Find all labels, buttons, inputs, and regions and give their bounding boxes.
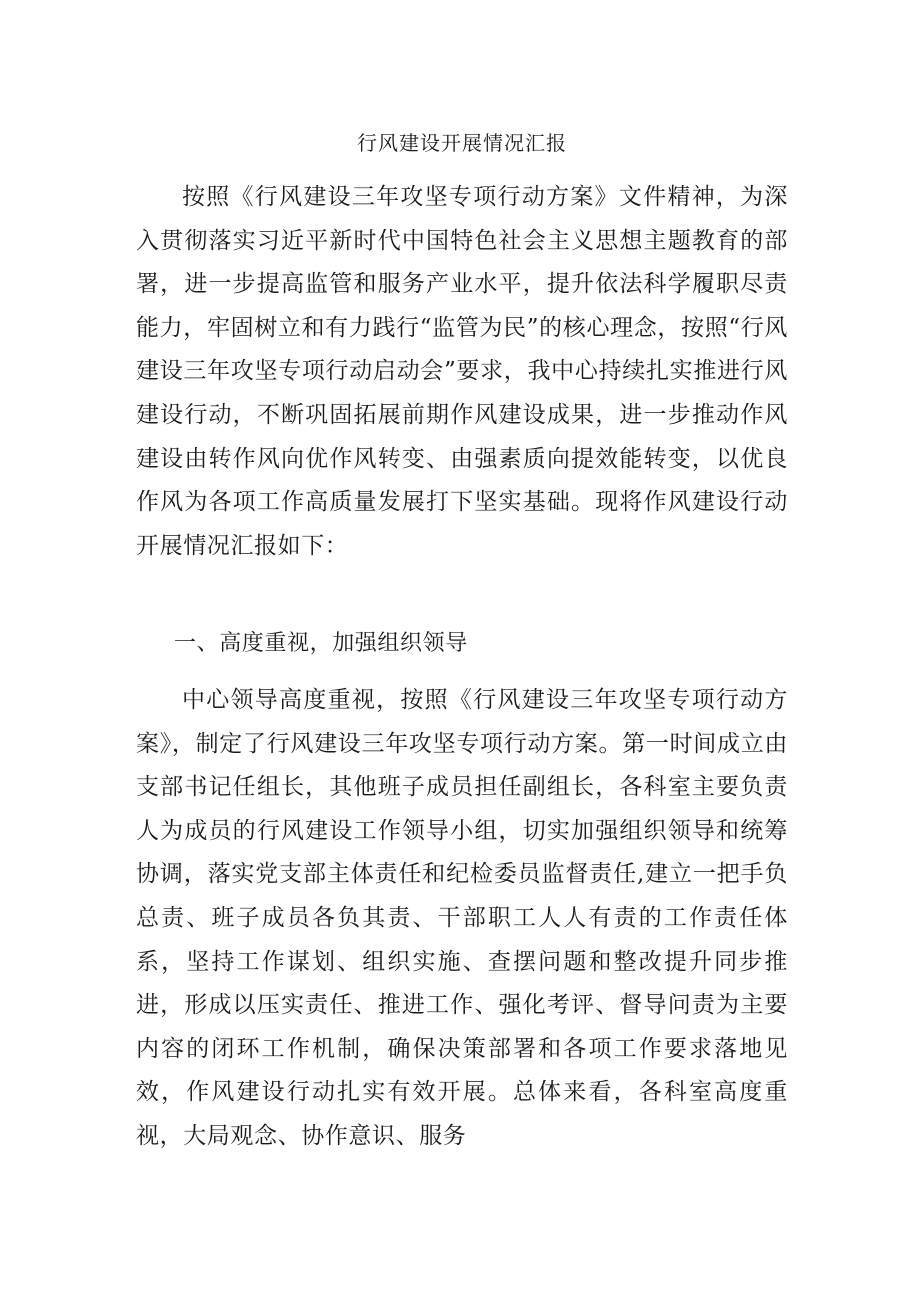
intro-paragraph: 按照《行风建设三年攻坚专项行动方案》文件精神，为深入贯彻落实习近平新时代中国特色社会主义思想主题教育的部署，进一步提高监管和服务产业水平，提升依法科学履职尽责能力，牢固树立和有力践行“监管为民”的核心理念，按照“行风建设三年攻坚专项行动启动会”要求，我中心持续扎实推进行风建设行动，不断巩固拓展前期作风建设成果，进一步推动作风建设由转作风向优作风转变、由强素质向提效能转变，以优良作风为各项工作高质量发展打下坚实基础。现将作风建设行动开展情况汇报如下： (136, 184, 788, 559)
section-1-paragraph: 中心领导高度重视，按照《行风建设三年攻坚专项行动方案》，制定了行风建设三年攻坚专项行动方案。第一时间成立由支部书记任组长，其他班子成员担任副组长，各科室主要负责人为成员的行风建设工作领导小组，切实加强组织领导和统筹协调，落实党支部主体责任和纪检委员监督责任,建立一把手负总责、班子成员各负其责、干部职工人人有责的工作责任体系，坚持工作谋划、组织实施、查摆问题和整改提升同步推进，形成以压实责任、推进工作、强化考评、督导问责为主要内容的闭环工作机制，确保决策部署和各项工作要求落地见效，作风建设行动扎实有效开展。总体来看，各科室高度重视，大局观念、协作意识、服务 (136, 687, 788, 1149)
document-title: 行风建设开展情况汇报 (357, 131, 567, 155)
section-heading-1: 一、高度重视，加强组织领导 (174, 631, 468, 656)
